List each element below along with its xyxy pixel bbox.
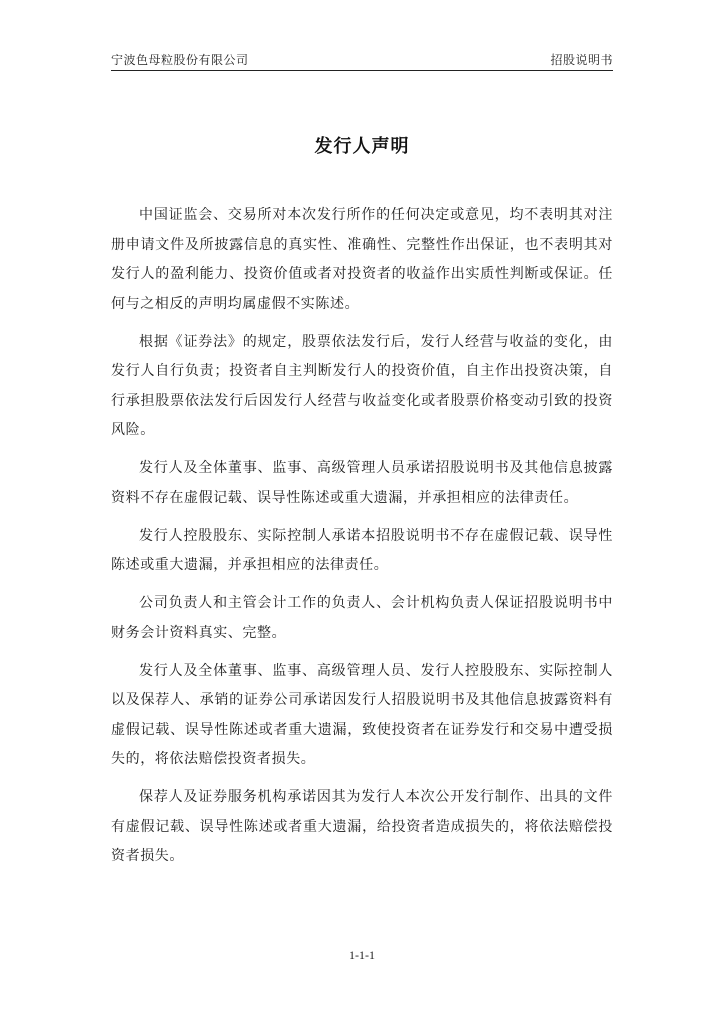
page-number: 1-1-1 [349, 948, 375, 962]
paragraph: 发行人及全体董事、监事、高级管理人员、发行人控股股东、实际控制人以及保荐人、承销的证券公司承诺因发行人招股说明书及其他信息披露资料有虚假记载、误导性陈述或者重大遗漏，致使投资者在证券发行和交易中遭受损失的，将依法赔偿投资者损失。 [111, 662, 613, 767]
page-title: 发行人声明 [314, 136, 410, 157]
header-company-name: 宁波色母粒股份有限公司 [111, 52, 249, 67]
paragraph: 发行人控股股东、实际控制人承诺本招股说明书不存在虚假记载、误导性陈述或重大遗漏，并承担相应的法律责任。 [111, 527, 613, 573]
header-rule [111, 70, 613, 71]
page-header [111, 49, 613, 69]
paragraph: 中国证监会、交易所对本次发行所作的任何决定或意见，均不表明其对注册申请文件及所披露信息的真实性、准确性、完整性作出保证，也不表明其对发行人的盈利能力、投资价值或者对投资者的收益作出实质性判断或保证。任何与之相反的声明均属虚假不实陈述。 [111, 207, 613, 312]
paragraph: 公司负责人和主管会计工作的负责人、会计机构负责人保证招股说明书中财务会计资料真实、完整。 [111, 595, 613, 641]
paragraph: 根据《证券法》的规定，股票依法发行后，发行人经营与收益的变化，由发行人自行负责；投资者自主判断发行人的投资价值，自主作出投资决策，自行承担股票依法发行后因发行人经营与收益变化或者股票价格变动引致的投资风险。 [111, 333, 613, 438]
paragraph: 保荐人及证券服务机构承诺因其为发行人本次公开发行制作、出具的文件有虚假记载、误导性陈述或者重大遗漏，给投资者造成损失的，将依法赔偿投资者损失。 [111, 789, 613, 864]
declaration-body [111, 201, 613, 880]
paragraph: 发行人及全体董事、监事、高级管理人员承诺招股说明书及其他信息披露资料不存在虚假记载、误导性陈述或重大遗漏，并承担相应的法律责任。 [111, 460, 613, 506]
header-document-type: 招股说明书 [550, 52, 613, 67]
